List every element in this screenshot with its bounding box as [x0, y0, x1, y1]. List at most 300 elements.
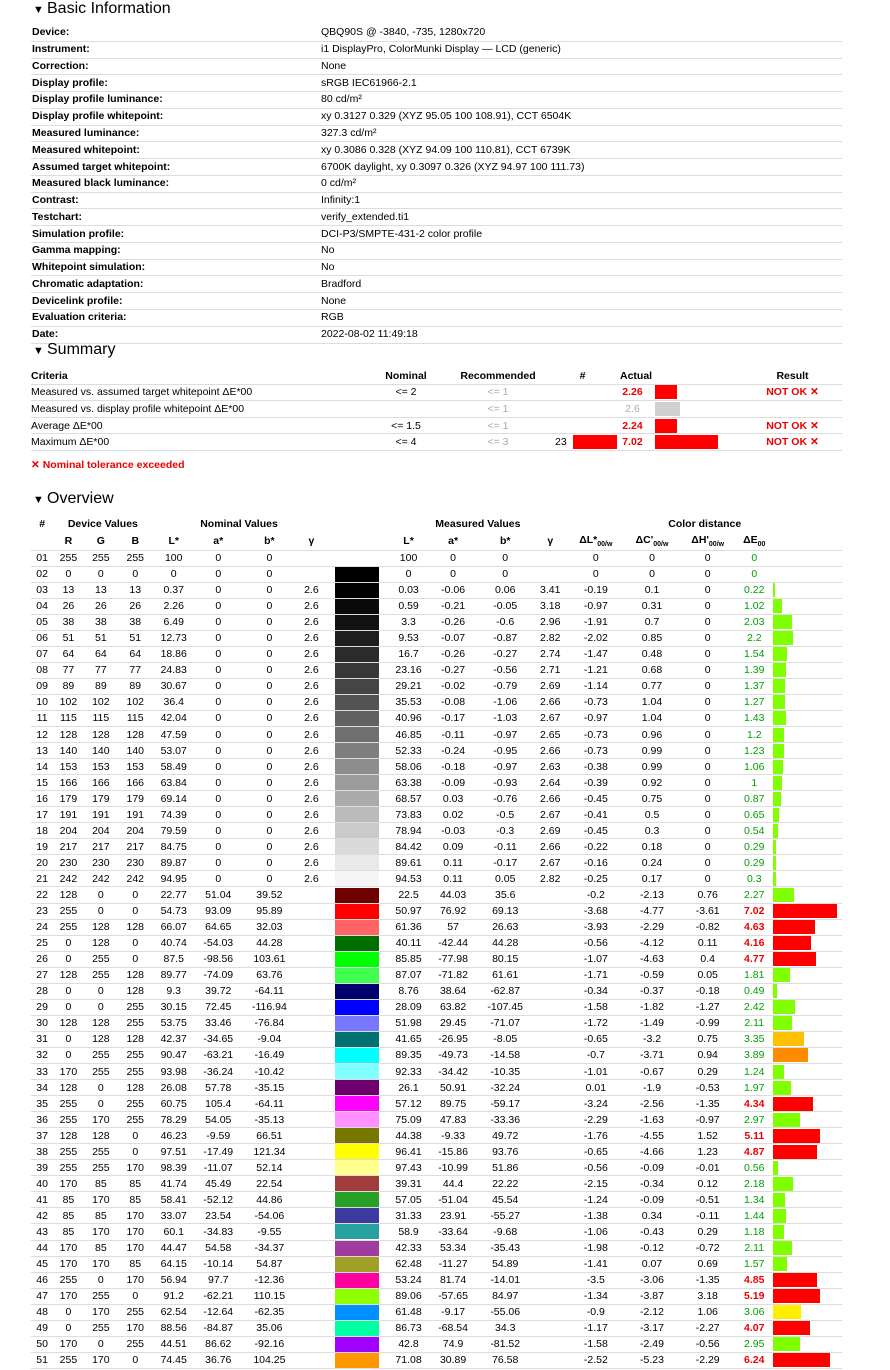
color-swatch — [335, 711, 379, 726]
ov-meas-b: -0.27 — [477, 646, 533, 662]
de-bar — [773, 1337, 800, 1351]
ov-meas-l: 97.43 — [388, 1160, 428, 1176]
ov-meas-a: 30.89 — [429, 1352, 478, 1368]
ov-meas-a: -0.26 — [429, 614, 478, 630]
ov-nom-gamma: 2.6 — [297, 855, 325, 871]
basic-info-value: RGB — [320, 310, 842, 327]
ov-dl: -1.98 — [567, 1240, 624, 1256]
basic-info-row — [31, 75, 842, 92]
ov-dh: 0.4 — [680, 951, 736, 967]
basic-info-value: 80 cd/m² — [320, 92, 842, 109]
color-swatch — [335, 855, 379, 870]
ov-nom-a: 54.05 — [195, 1112, 242, 1128]
ov-dev-b: 230 — [118, 855, 152, 871]
ov-dev-r: 38 — [53, 614, 83, 630]
ov-meas-gamma — [533, 1047, 567, 1063]
ov-meas-l: 52.33 — [388, 743, 428, 759]
ov-dev-b: 170 — [118, 1224, 152, 1240]
ov-de-bar-cell — [773, 727, 842, 743]
overview-row — [31, 662, 842, 678]
ov-meas-l: 41.65 — [388, 1031, 428, 1047]
ov-nom-l: 66.07 — [152, 919, 195, 935]
ov-meas-a: -0.18 — [429, 759, 478, 775]
ov-col-nom-a: a* — [213, 534, 224, 547]
ov-dc: -0.59 — [624, 967, 680, 983]
ov-dl: -2.15 — [567, 1176, 624, 1192]
ov-num: 47 — [31, 1288, 53, 1304]
ov-de: 3.06 — [736, 1304, 773, 1320]
ov-dev-g: 179 — [84, 791, 118, 807]
ov-dl: -1.71 — [567, 967, 624, 983]
de-bar — [773, 663, 786, 677]
ov-dh: -1.35 — [680, 1096, 736, 1112]
ov-col-b: B — [131, 534, 140, 547]
summary-heading[interactable]: ▼ Summary — [33, 341, 116, 358]
color-swatch — [335, 615, 379, 630]
ov-dev-b: 0 — [118, 887, 152, 903]
summary-col-nominal: Nominal — [371, 368, 441, 384]
ov-swatch-cell — [326, 919, 389, 935]
ov-meas-gamma — [533, 1352, 567, 1368]
summary-recommended: <= 3 — [441, 434, 555, 451]
ov-dev-g: 13 — [84, 582, 118, 598]
ov-de-bar-cell — [773, 598, 842, 614]
ov-nom-gamma: 2.6 — [297, 775, 325, 791]
ov-num: 21 — [31, 871, 53, 887]
ov-nom-l: 89.77 — [152, 967, 195, 983]
ov-dc: -2.49 — [624, 1336, 680, 1352]
ov-swatch-cell — [326, 646, 389, 662]
ov-nom-b: -76.84 — [242, 1015, 298, 1031]
ov-dev-r: 0 — [53, 1031, 83, 1047]
ov-de: 4.16 — [736, 935, 773, 951]
color-swatch — [335, 695, 379, 710]
ov-nom-b: 0 — [242, 566, 298, 582]
ov-de-bar-cell — [773, 1320, 842, 1336]
ov-nom-b: 121.34 — [242, 1144, 298, 1160]
ov-nom-l: 79.59 — [152, 823, 195, 839]
ov-col-de: $\Delta E_{00}$ — [743, 533, 766, 548]
ov-dc: 0.07 — [624, 1256, 680, 1272]
ov-nom-gamma: 2.6 — [297, 582, 325, 598]
ov-dc: -1.63 — [624, 1112, 680, 1128]
summary-recommended: <= 1 — [441, 401, 555, 418]
ov-nom-b: 95.89 — [242, 903, 298, 919]
ov-de: 0 — [736, 566, 773, 582]
basic-info-row — [31, 310, 842, 327]
ov-dl: -0.25 — [567, 871, 624, 887]
ov-dh: 0.76 — [680, 887, 736, 903]
ov-dc: 0.99 — [624, 743, 680, 759]
basic-info-heading[interactable]: ▼ Basic Information — [33, 0, 171, 17]
ov-meas-gamma: 2.69 — [533, 823, 567, 839]
ov-dev-b: 204 — [118, 823, 152, 839]
ov-nom-a: 0 — [195, 566, 242, 582]
collapse-triangle-icon[interactable]: ▼ — [33, 345, 44, 357]
ov-dl: -1.38 — [567, 1208, 624, 1224]
ov-meas-gamma — [533, 1224, 567, 1240]
ov-nom-a: 0 — [195, 743, 242, 759]
ov-meas-gamma — [533, 1320, 567, 1336]
basic-info-key: Devicelink profile: — [31, 293, 320, 310]
color-swatch — [335, 647, 379, 662]
ov-dev-r: 255 — [53, 1096, 83, 1112]
ov-dc: -0.09 — [624, 1160, 680, 1176]
ov-meas-a: 0 — [429, 566, 478, 582]
ov-nom-a: 57.78 — [195, 1080, 242, 1096]
ov-de-bar-cell — [773, 775, 842, 791]
ov-nom-gamma — [297, 1256, 325, 1272]
ov-dev-g: 170 — [84, 1352, 118, 1368]
ov-nom-l: 100 — [152, 550, 195, 566]
ov-meas-a: 0.11 — [429, 855, 478, 871]
ov-de: 1.27 — [736, 694, 773, 710]
ov-nom-a: 0 — [195, 807, 242, 823]
ov-dh: 0 — [680, 743, 736, 759]
ov-num: 38 — [31, 1144, 53, 1160]
ov-meas-l: 23.16 — [388, 662, 428, 678]
overview-row — [31, 1031, 842, 1047]
ov-nom-b: 0 — [242, 614, 298, 630]
ov-dh: -1.27 — [680, 999, 736, 1015]
ov-nom-b: -54.06 — [242, 1208, 298, 1224]
basic-info-row — [31, 108, 842, 125]
overview-row — [31, 775, 842, 791]
ov-dev-g: 0 — [84, 983, 118, 999]
ov-dc: 0.96 — [624, 727, 680, 743]
ov-swatch-cell — [326, 1208, 389, 1224]
ov-dev-g: 170 — [84, 1112, 118, 1128]
ov-de: 2.97 — [736, 1112, 773, 1128]
ov-dev-g: 255 — [84, 1160, 118, 1176]
ov-meas-a: 0 — [429, 550, 478, 566]
overview-row — [31, 1064, 842, 1080]
ov-dl: -0.56 — [567, 1160, 624, 1176]
ov-dev-g: 38 — [84, 614, 118, 630]
color-swatch — [335, 679, 379, 694]
ov-dev-r: 170 — [53, 1336, 83, 1352]
color-swatch — [335, 663, 379, 678]
ov-group-measured: Measured Values — [435, 518, 521, 530]
ov-nom-b: 0 — [242, 598, 298, 614]
ov-dh: 0.94 — [680, 1047, 736, 1063]
ov-dev-r: 77 — [53, 662, 83, 678]
ov-dh: -0.99 — [680, 1015, 736, 1031]
ov-num: 44 — [31, 1240, 53, 1256]
ov-nom-b: 66.51 — [242, 1128, 298, 1144]
ov-dev-b: 191 — [118, 807, 152, 823]
ov-meas-gamma — [533, 903, 567, 919]
ov-dh: 0.12 — [680, 1176, 736, 1192]
ov-de: 0 — [736, 550, 773, 566]
ov-num: 34 — [31, 1080, 53, 1096]
ov-col-meas-l: L* — [403, 534, 414, 547]
ov-dl: -0.7 — [567, 1047, 624, 1063]
collapse-triangle-icon[interactable]: ▼ — [33, 494, 44, 506]
ov-num: 08 — [31, 662, 53, 678]
ov-dc: 1.04 — [624, 710, 680, 726]
ov-dh: -1.35 — [680, 1272, 736, 1288]
ov-meas-b: -0.95 — [477, 743, 533, 759]
basic-info-key: Measured luminance: — [31, 125, 320, 142]
ov-group-device: Device Values — [67, 518, 138, 530]
ov-dev-g: 255 — [84, 951, 118, 967]
ov-meas-a: 0.02 — [429, 807, 478, 823]
ov-dc: -0.67 — [624, 1064, 680, 1080]
ov-dev-r: 255 — [53, 1272, 83, 1288]
ov-dev-r: 170 — [53, 1176, 83, 1192]
ov-meas-b: -35.43 — [477, 1240, 533, 1256]
ov-dc: 0.3 — [624, 823, 680, 839]
ov-nom-l: 42.37 — [152, 1031, 195, 1047]
ov-meas-a: -15.86 — [429, 1144, 478, 1160]
ov-swatch-cell — [326, 983, 389, 999]
summary-result: NOT OK ✕ — [743, 417, 842, 434]
ov-nom-gamma: 2.6 — [297, 743, 325, 759]
ov-num: 15 — [31, 775, 53, 791]
ov-de: 1.39 — [736, 662, 773, 678]
ov-dc: -4.77 — [624, 903, 680, 919]
ov-nom-b: 0 — [242, 727, 298, 743]
ov-swatch-cell — [326, 630, 389, 646]
ov-dev-b: 64 — [118, 646, 152, 662]
ov-nom-l: 44.51 — [152, 1336, 195, 1352]
ov-de-bar-cell — [773, 1047, 842, 1063]
color-swatch — [335, 1112, 379, 1127]
ov-nom-a: 0 — [195, 710, 242, 726]
ov-dl: -0.38 — [567, 759, 624, 775]
color-swatch — [335, 1289, 379, 1304]
ov-meas-a: -0.27 — [429, 662, 478, 678]
collapse-triangle-icon[interactable]: ▼ — [33, 4, 44, 16]
ov-dev-g: 255 — [84, 550, 118, 566]
summary-criteria: Maximum ΔE*00 — [31, 434, 371, 451]
ov-meas-a: -57.65 — [429, 1288, 478, 1304]
ov-swatch-cell — [326, 887, 389, 903]
ov-nom-a: -34.83 — [195, 1224, 242, 1240]
ov-dl: -0.2 — [567, 887, 624, 903]
ov-de-bar-cell — [773, 1112, 842, 1128]
ov-meas-b: 0 — [477, 566, 533, 582]
ov-dl: 0 — [567, 550, 624, 566]
ov-meas-b: 34.3 — [477, 1320, 533, 1336]
ov-nom-gamma: 2.6 — [297, 839, 325, 855]
ov-de: 0.29 — [736, 855, 773, 871]
ov-swatch-cell — [326, 1144, 389, 1160]
ov-nom-a: -74.09 — [195, 967, 242, 983]
summary-recommended: <= 1 — [441, 417, 555, 434]
summary-criteria: Measured vs. assumed target whitepoint ΔE*00 — [31, 384, 371, 401]
ov-meas-b: -107.45 — [477, 999, 533, 1015]
ov-de-bar-cell — [773, 1336, 842, 1352]
ov-nom-a: -12.64 — [195, 1304, 242, 1320]
ov-nom-b: 63.76 — [242, 967, 298, 983]
ov-nom-l: 91.2 — [152, 1288, 195, 1304]
ov-dev-r: 255 — [53, 1112, 83, 1128]
ov-swatch-cell — [326, 743, 389, 759]
ov-dev-r: 128 — [53, 1128, 83, 1144]
ov-dh: 0 — [680, 727, 736, 743]
ov-dev-b: 89 — [118, 678, 152, 694]
ov-de: 1.43 — [736, 710, 773, 726]
ov-dev-b: 0 — [118, 951, 152, 967]
overview-row — [31, 807, 842, 823]
ov-meas-gamma — [533, 887, 567, 903]
ov-meas-gamma — [533, 1128, 567, 1144]
ov-nom-a: 54.58 — [195, 1240, 242, 1256]
color-swatch — [335, 920, 379, 935]
ov-dl: -0.65 — [567, 1144, 624, 1160]
ov-meas-a: -71.82 — [429, 967, 478, 983]
ov-swatch-cell — [326, 1112, 389, 1128]
color-swatch — [335, 839, 379, 854]
ov-nom-b: -62.35 — [242, 1304, 298, 1320]
overview-row — [31, 1192, 842, 1208]
ov-dev-g: 0 — [84, 1080, 118, 1096]
ov-dh: -0.51 — [680, 1192, 736, 1208]
ov-nom-b: -9.55 — [242, 1224, 298, 1240]
summary-actual-bar — [655, 435, 718, 449]
ov-dc: 0.77 — [624, 678, 680, 694]
summary-count — [555, 401, 610, 418]
ov-nom-b: 39.52 — [242, 887, 298, 903]
ov-dh: 0 — [680, 598, 736, 614]
overview-row — [31, 710, 842, 726]
ov-dev-g: 255 — [84, 967, 118, 983]
ov-de: 1.23 — [736, 743, 773, 759]
overview-heading[interactable]: ▼ Overview — [33, 490, 114, 507]
overview-row — [31, 743, 842, 759]
ov-num: 03 — [31, 582, 53, 598]
basic-info-row — [31, 259, 842, 276]
ov-meas-gamma — [533, 1112, 567, 1128]
ov-swatch-cell — [326, 807, 389, 823]
ov-meas-b: -71.07 — [477, 1015, 533, 1031]
ov-swatch-cell — [326, 759, 389, 775]
ov-dev-g: 85 — [84, 1208, 118, 1224]
ov-nom-gamma — [297, 1047, 325, 1063]
ov-num: 01 — [31, 550, 53, 566]
ov-meas-l: 89.06 — [388, 1288, 428, 1304]
basic-info-value: 327.3 cd/m² — [320, 125, 842, 142]
overview-row — [31, 1288, 842, 1304]
summary-nominal — [371, 401, 441, 418]
ov-meas-l: 53.24 — [388, 1272, 428, 1288]
ov-dev-g: 170 — [84, 1256, 118, 1272]
ov-nom-l: 30.15 — [152, 999, 195, 1015]
ov-num: 24 — [31, 919, 53, 935]
ov-de-bar-cell — [773, 759, 842, 775]
ov-dev-g: 170 — [84, 1304, 118, 1320]
ov-dc: 0.92 — [624, 775, 680, 791]
ov-nom-b: 104.25 — [242, 1352, 298, 1368]
ov-dh: 0.69 — [680, 1256, 736, 1272]
ov-meas-gamma: 2.96 — [533, 614, 567, 630]
ov-dev-r: 217 — [53, 839, 83, 855]
ov-dh: 0 — [680, 646, 736, 662]
ov-dev-r: 255 — [53, 1352, 83, 1368]
ov-dev-b: 128 — [118, 967, 152, 983]
ov-dl: -0.45 — [567, 823, 624, 839]
ov-de-bar-cell — [773, 1256, 842, 1272]
ov-meas-b: -0.3 — [477, 823, 533, 839]
color-swatch — [335, 968, 379, 983]
ov-meas-b: 35.6 — [477, 887, 533, 903]
ov-nom-a: -62.21 — [195, 1288, 242, 1304]
ov-de: 1.54 — [736, 646, 773, 662]
de-bar — [773, 1129, 820, 1143]
de-bar — [773, 952, 816, 966]
ov-dc: -3.2 — [624, 1031, 680, 1047]
ov-num: 42 — [31, 1208, 53, 1224]
ov-nom-b: 0 — [242, 871, 298, 887]
basic-info-key: Evaluation criteria: — [31, 310, 320, 327]
ov-meas-b: -32.24 — [477, 1080, 533, 1096]
ov-de-bar-cell — [773, 710, 842, 726]
ov-dc: 0.85 — [624, 630, 680, 646]
basic-info-key: Correction: — [31, 58, 320, 75]
ov-meas-a: -0.24 — [429, 743, 478, 759]
de-bar — [773, 1353, 830, 1367]
ov-nom-b: -12.36 — [242, 1272, 298, 1288]
ov-meas-gamma — [533, 1304, 567, 1320]
ov-dc: -0.43 — [624, 1224, 680, 1240]
ov-dc: 0.1 — [624, 582, 680, 598]
ov-meas-a: -9.33 — [429, 1128, 478, 1144]
ov-nom-l: 90.47 — [152, 1047, 195, 1063]
ov-nom-b: 0 — [242, 759, 298, 775]
ov-dev-b: 0 — [118, 566, 152, 582]
de-bar — [773, 1145, 817, 1159]
summary-row — [31, 384, 842, 401]
ov-meas-l: 94.53 — [388, 871, 428, 887]
ov-meas-b: -33.36 — [477, 1112, 533, 1128]
basic-info-value: Bradford — [320, 276, 842, 293]
overview-row — [31, 1128, 842, 1144]
color-swatch — [335, 599, 379, 614]
basic-info-row — [31, 226, 842, 243]
ov-num: 09 — [31, 678, 53, 694]
ov-dc: -1.82 — [624, 999, 680, 1015]
ov-nom-a: 45.49 — [195, 1176, 242, 1192]
ov-dev-g: 191 — [84, 807, 118, 823]
basic-info-key: Testchart: — [31, 209, 320, 226]
ov-dl: -3.68 — [567, 903, 624, 919]
ov-nom-gamma — [297, 903, 325, 919]
ov-nom-a: -98.56 — [195, 951, 242, 967]
ov-de-bar-cell — [773, 1192, 842, 1208]
summary-table — [31, 368, 842, 451]
ov-dev-g: 0 — [84, 566, 118, 582]
ov-dev-b: 170 — [118, 1208, 152, 1224]
ov-num: 17 — [31, 807, 53, 823]
ov-meas-a: 0.11 — [429, 871, 478, 887]
ov-swatch-cell — [326, 1015, 389, 1031]
ov-meas-l: 42.33 — [388, 1240, 428, 1256]
ov-nom-gamma — [297, 983, 325, 999]
ov-nom-gamma — [297, 550, 325, 566]
ov-nom-gamma — [297, 1304, 325, 1320]
ov-nom-a: 86.62 — [195, 1336, 242, 1352]
ov-dev-r: 170 — [53, 1288, 83, 1304]
ov-dl: -3.24 — [567, 1096, 624, 1112]
ov-nom-gamma — [297, 935, 325, 951]
ov-meas-l: 100 — [388, 550, 428, 566]
ov-meas-gamma: 2.65 — [533, 727, 567, 743]
ov-meas-gamma — [533, 1096, 567, 1112]
de-bar — [773, 728, 784, 742]
basic-info-value: xy 0.3086 0.328 (XYZ 94.09 100 110.81), CCT 6739K — [320, 142, 842, 159]
